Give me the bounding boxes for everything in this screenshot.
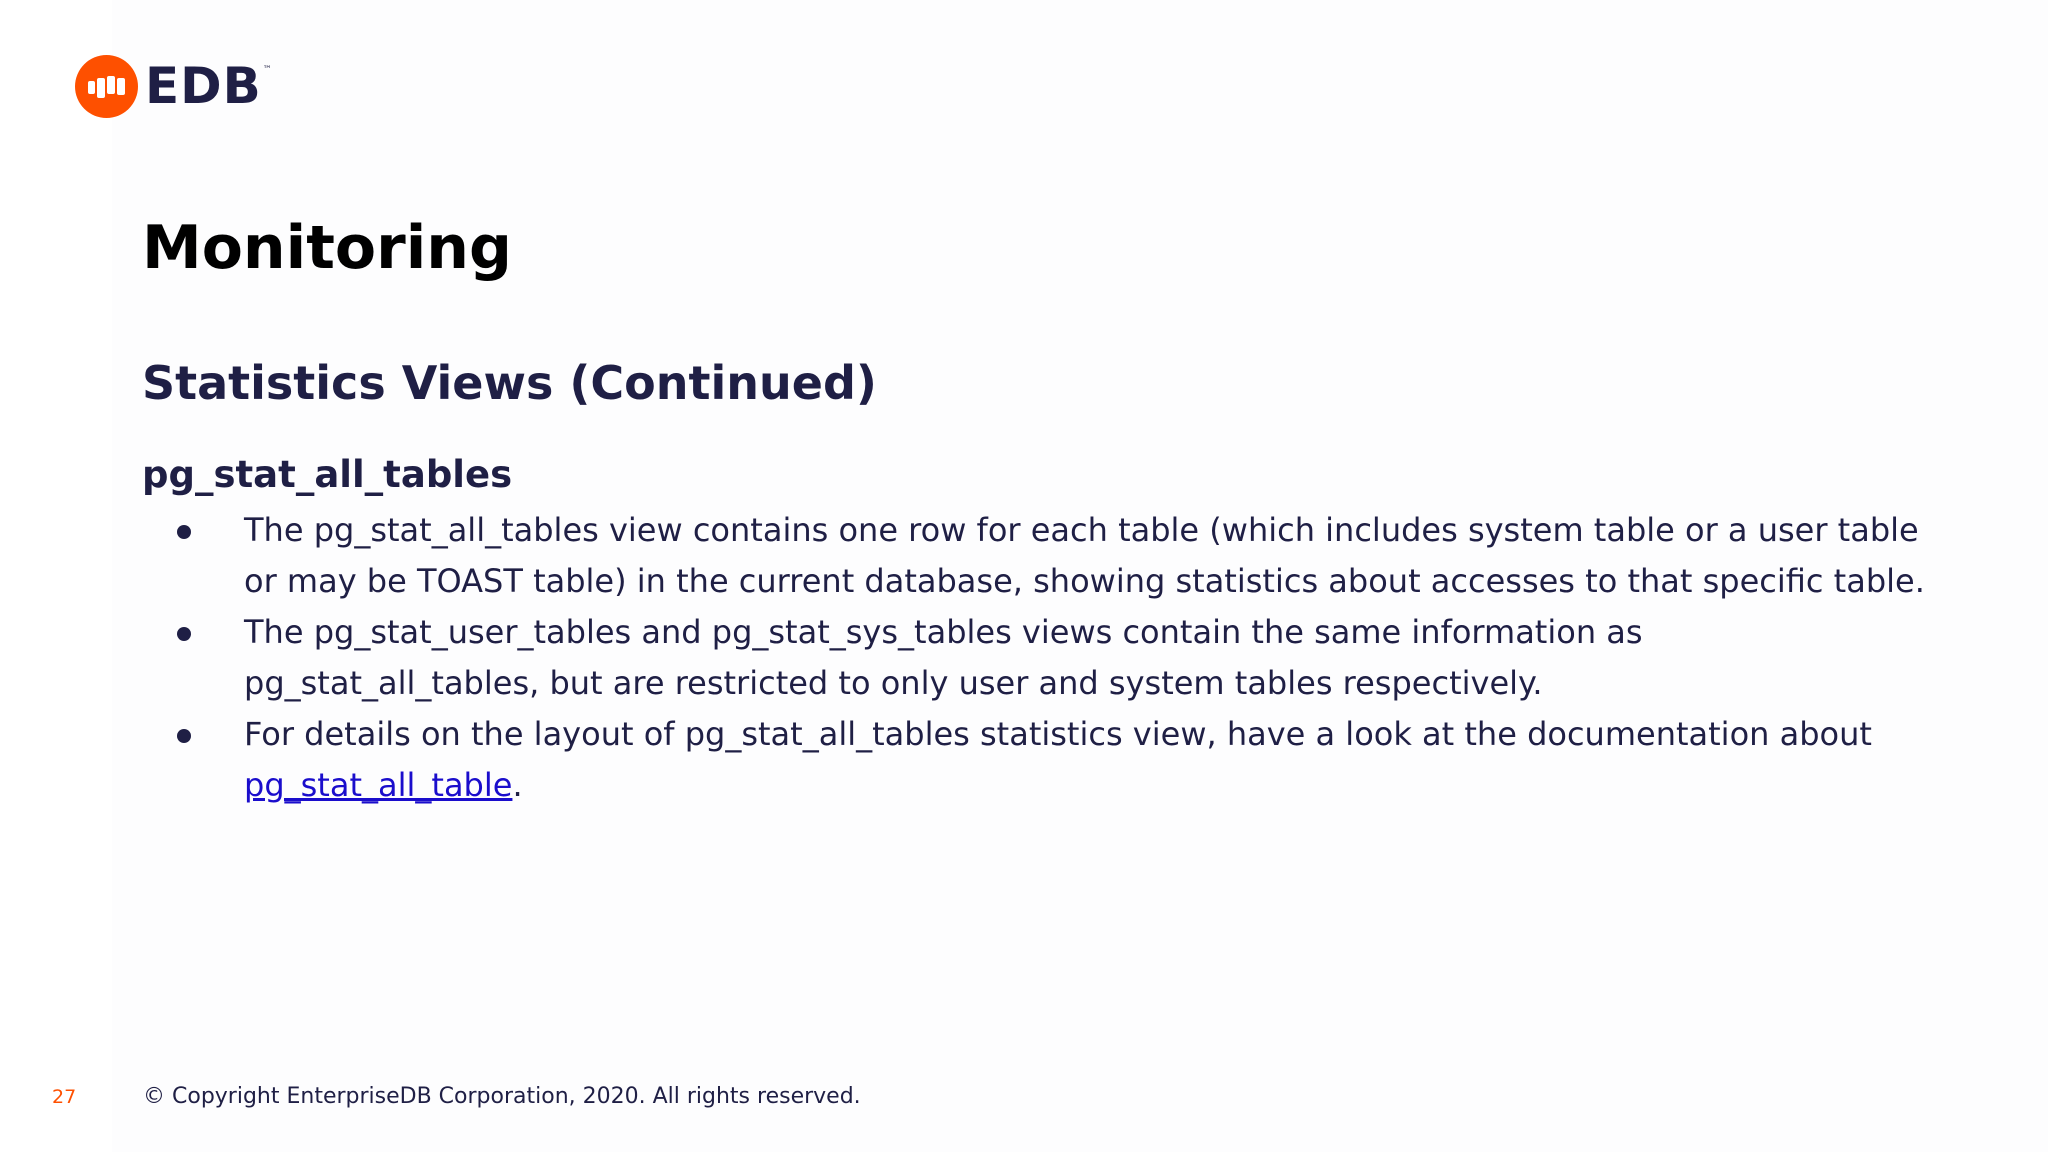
logo-trademark: ™ (262, 65, 272, 75)
copyright-notice: © Copyright EnterpriseDB Corporation, 2020. All rights reserved. (143, 1084, 861, 1109)
page-number: 27 (52, 1086, 77, 1108)
bullet-dot-icon (177, 525, 191, 539)
bullet-list (0, 505, 2048, 811)
slide-subtitle: Statistics Views (Continued) (142, 356, 877, 410)
bullet-text: For details on the layout of pg_stat_all_tables statistics view, have a look at the documentation about (244, 715, 1872, 753)
edb-logo (75, 55, 272, 118)
section-heading: pg_stat_all_tables (142, 453, 513, 496)
edb-elephant-icon (75, 55, 138, 118)
bullet-item (0, 607, 1944, 709)
bullet-text-end: . (512, 766, 523, 804)
bullet-dot-icon (177, 627, 191, 641)
bullet-dot-icon (177, 729, 191, 743)
bullet-item (0, 505, 1944, 607)
bullet-text: The pg_stat_user_tables and pg_stat_sys_tables views contain the same information as pg_stat_all_tables, but are restricted to only user and system tables respectively. (244, 613, 1643, 702)
logo-wordmark: EDB (145, 57, 262, 115)
bullet-text: The pg_stat_all_tables view contains one row for each table (which includes system table or a user table or may be TOAST table) in the current database, showing statistics about accesses to that specific table. (244, 511, 1925, 600)
documentation-link[interactable]: pg_stat_all_table (244, 766, 513, 804)
slide-title: Monitoring (142, 213, 512, 283)
bullet-item (0, 709, 1944, 811)
